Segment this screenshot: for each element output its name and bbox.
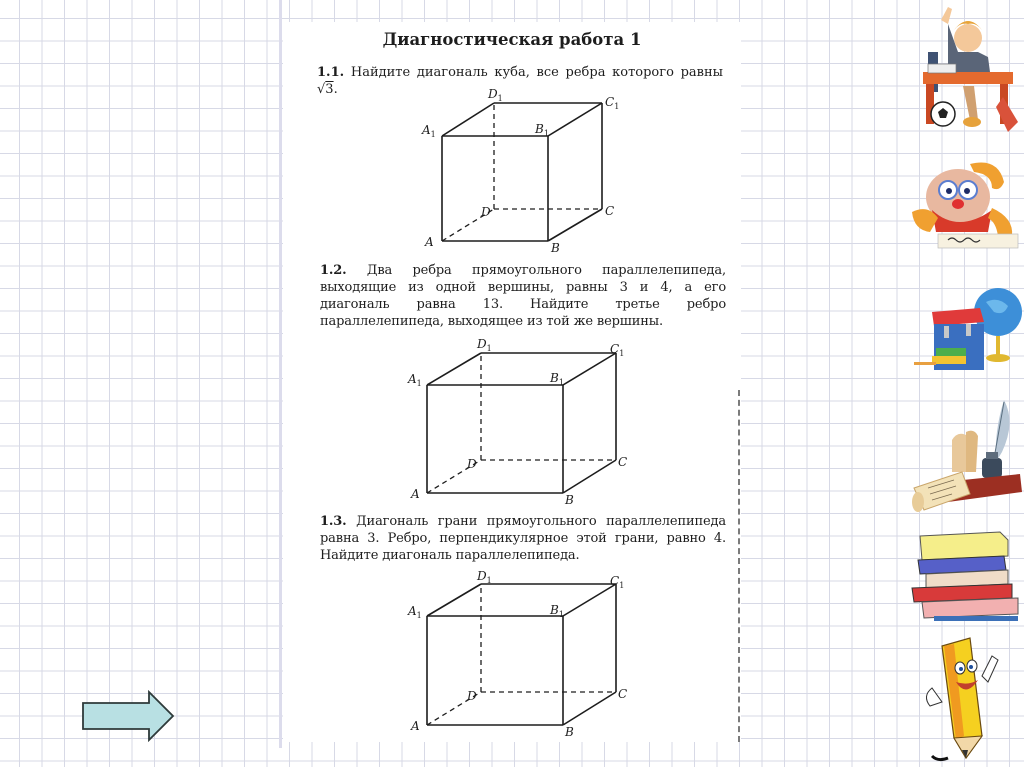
vertex-label-A1: $A_1$	[422, 123, 436, 139]
vertex-label-C1: $C_1$	[605, 95, 620, 111]
vertex-label-A1: $A_1$	[408, 604, 422, 620]
problem-number: 1.3.	[320, 514, 347, 529]
vertex-label-B1: $B_1$	[535, 122, 549, 138]
vertex-label-A: A	[411, 487, 420, 501]
sentence-end: .	[333, 82, 338, 97]
vertex-label-B: B	[565, 725, 574, 739]
vertex-label-B: B	[551, 241, 560, 255]
edge-B1-C1	[548, 103, 602, 136]
edge-B-C	[548, 209, 602, 241]
book-stack-icon	[908, 526, 1022, 622]
edge-B-C	[563, 692, 616, 725]
vertex-label-B1: $B_1$	[550, 603, 564, 619]
right-arrow-icon	[83, 692, 173, 740]
edge-B1-C1	[563, 584, 616, 616]
quill-inkwell-scroll-icon	[908, 392, 1022, 522]
vertex-label-C: C	[618, 687, 628, 701]
edge-B1-C1	[563, 353, 616, 385]
vertex-label-A1: $A_1$	[408, 372, 422, 388]
vertex-label-D: D	[481, 205, 491, 219]
schoolboy-at-desk-icon	[908, 2, 1022, 144]
vertex-label-C1: $C_1$	[610, 342, 625, 358]
edge-A1-D1	[427, 353, 481, 385]
sqrt-expression	[317, 82, 338, 97]
cube-figure-1	[403, 86, 623, 256]
school-bag-globe-icon	[908, 282, 1022, 378]
vertex-label-D1: $D_1$	[488, 87, 503, 103]
vertex-label-B1: $B_1$	[550, 371, 564, 387]
problem-1-2	[320, 262, 726, 330]
vertex-label-D1: $D_1$	[477, 337, 492, 353]
vertex-label-B: B	[565, 493, 574, 507]
vertex-label-C: C	[618, 455, 628, 469]
problem-number: 1.2.	[320, 263, 347, 278]
edge-A1-D1	[427, 584, 481, 616]
thinking-owl-icon	[908, 152, 1022, 252]
next-slide-button[interactable]	[81, 690, 175, 742]
edge-B-C	[563, 460, 616, 493]
problem-1-3	[320, 513, 726, 564]
worksheet-page	[283, 22, 741, 742]
vertex-label-D: D	[467, 689, 477, 703]
dashed-cut-line	[738, 390, 740, 742]
box-figure-2	[403, 337, 628, 508]
vertex-label-D: D	[467, 457, 477, 471]
vertex-label-C: C	[605, 204, 615, 218]
vertex-label-A: A	[425, 235, 434, 249]
page-margin-line	[279, 0, 282, 748]
vertex-label-C1: $C_1$	[610, 574, 625, 590]
document-title: Диагностическая работа 1	[382, 30, 642, 49]
box-figure-3	[403, 569, 628, 742]
edge-A1-D1	[442, 103, 494, 136]
problem-text: Диагональ грани прямоугольного параллелепипеда равна 3. Ребро, перпендикулярное этой грани, равно 4. Найдите диагональ параллелепипеда.	[320, 514, 726, 563]
vertex-label-D1: $D_1$	[477, 569, 492, 585]
sqrt-radicand: 3	[325, 82, 334, 97]
problem-number: 1.1.	[317, 65, 345, 80]
vertex-label-A: A	[411, 719, 420, 733]
pencil-character-icon	[908, 636, 1022, 764]
sqrt-symbol: √	[317, 82, 326, 97]
problem-text: Найдите диагональ куба, все ребра которого равны	[350, 65, 723, 80]
problem-text: Два ребра прямоугольного параллелепипеда, выходящие из одной вершины, равны 3 и 4, а его диагональ равна 13. Найдите третье ребро параллелепипеда, выходящее из той же вершины.	[320, 263, 726, 329]
